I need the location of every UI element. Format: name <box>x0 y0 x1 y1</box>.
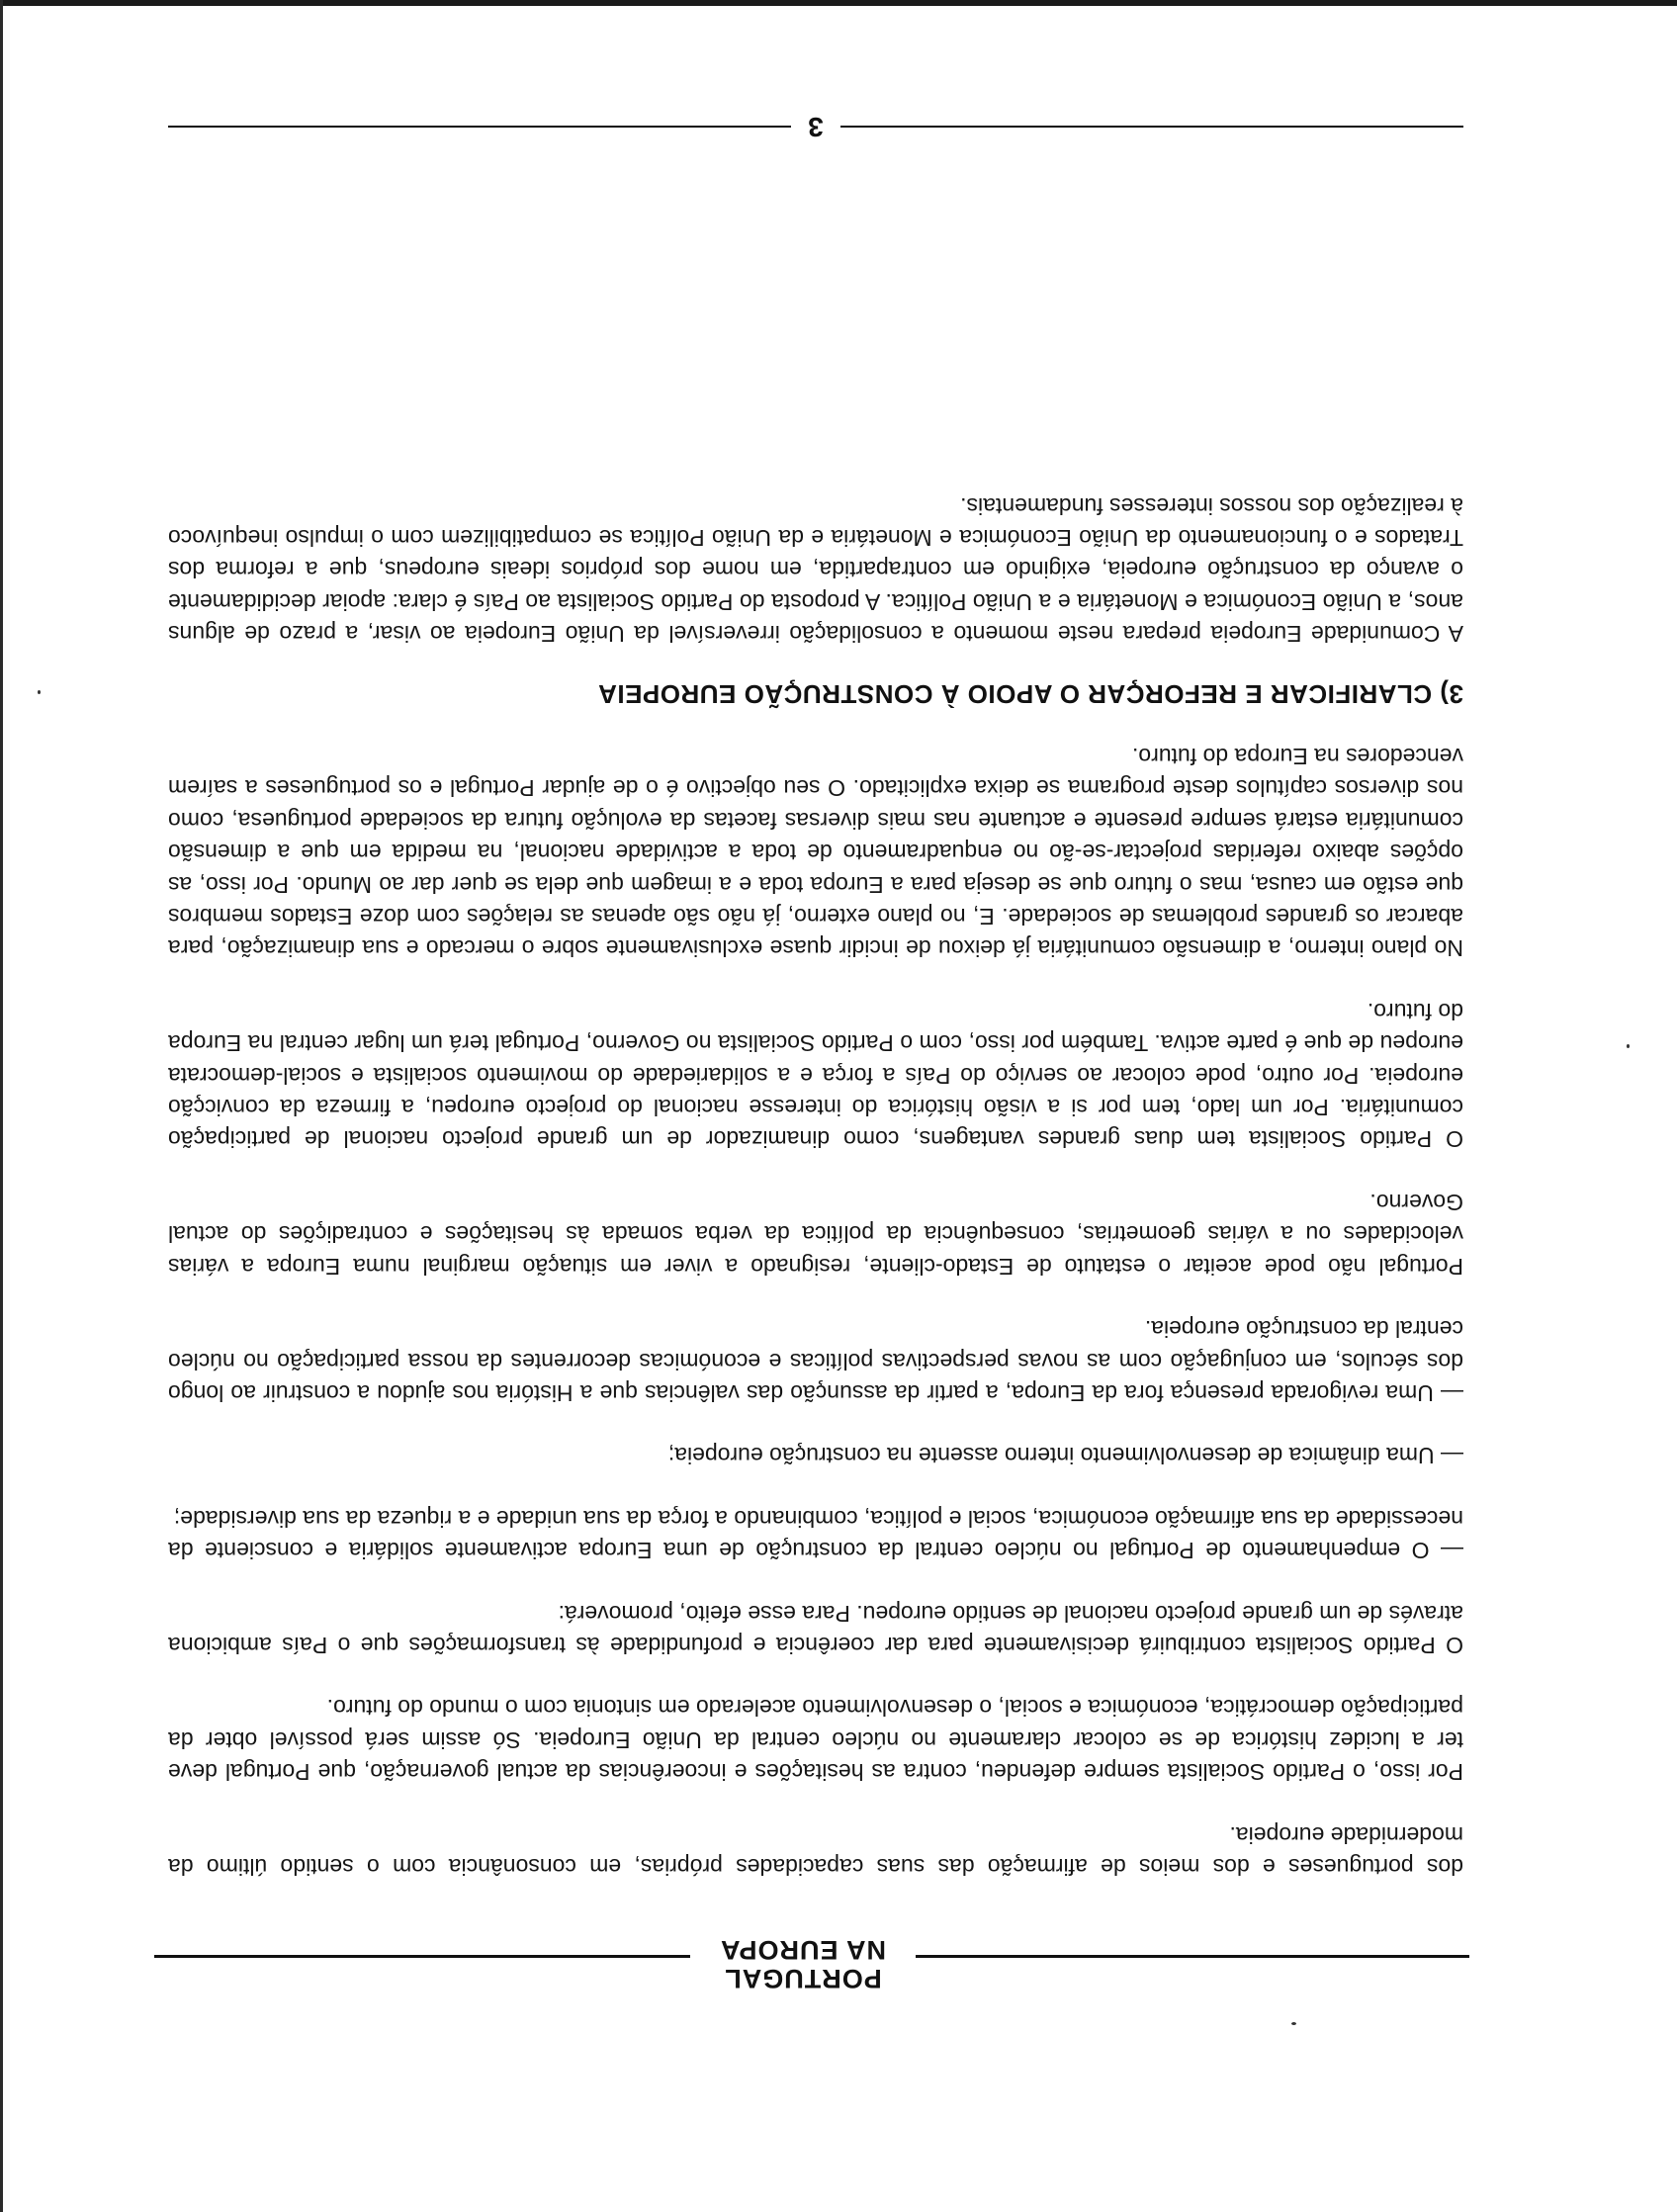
masthead-line-1: PORTUGAL <box>724 1964 882 1993</box>
scan-speck <box>1291 2022 1296 2025</box>
page-header <box>154 1923 1469 1992</box>
paragraph-4: — O empenhamento de Portugal no núcleo central da construção de uma Europa activamente solidária e consciente da necessidade da sua afirmação económica, social e política, combinando a força da sua unidade e a riqueza da sua diversidade; <box>168 1505 1463 1564</box>
footer-rule-right <box>168 126 791 128</box>
masthead-logo <box>698 1935 908 1992</box>
paragraph-3: O Partido Socialista contribuirá decisivamente para dar coerência e profundidade às transformações que o País ambiciona através de um grande projecto nacional de sentido europeu. Para esse efeito, promoverá: <box>168 1600 1463 1658</box>
paragraph-9: No plano interno, a dimensão comunitária já deixou de incidir quase exclusivamente sobre o mercado e sua dinamização, para abarcar os grandes problemas de sociedade. E, no plano externo, já não são apenas as relações com doze Estados membros que estão em causa, mas o futuro que se deseja para a Europa toda e a imagem que dela se quer dar ao Mundo. Por isso, as opções abaixo referidas projectar-se-ão no enquadramento de toda a actividade nacional, na medida em que a dimensão comunitária estará sempre presente e actuante nas mais diversas facetas da evolução futura da sociedade portuguesa, como nos diversos capítulos deste programa se deixa explicitado. O seu objectivo é o de ajudar Portugal e os portugueses a saírem vencedores na Europa do futuro. <box>168 744 1463 962</box>
page-number: 3 <box>808 112 824 142</box>
paragraph-5: — Uma dinâmica de desenvolvimento interno assente na construção europeia; <box>667 1443 1463 1469</box>
page-footer <box>168 107 1463 146</box>
footer-rule-left <box>840 126 1463 128</box>
paragraph-6: — Uma revigorada presença fora da Europa, a partir da assunção das valências que a História nos ajudou a construir ao longo dos séculos, em conjugação com as novas perspectivas políticas e económicas decorrentes da nossa participação no núcleo central da construção europeia. <box>168 1316 1463 1406</box>
paragraph-2: Por isso, o Partido Socialista sempre defendeu, contra as hesitações e incoerências da actual governação, que Portugal deve ter a lucidez histórica de se colocar claramente no núcleo central da União Europeia. Só assim será possível obter da participação democrática, económica e social, o desenvolvimento acelerado em sintonia com o mundo do futuro. <box>168 1695 1463 1786</box>
section-heading: 3) CLARIFICAR E REFORÇAR O APOIO À CONSTRUÇÃO EUROPEIA <box>597 678 1463 709</box>
scan-speck <box>38 690 41 694</box>
masthead-line-2: NA EUROPA <box>720 1935 887 1965</box>
paragraph-8: O Partido Socialista tem duas grandes vantagens, como dinamizador de um grande projecto nacional de participação comunitária. Por um lado, tem por si a visão histórica do interesse nacional do projecto europeu, a firmeza da convicção europeia. Por outro, pode colocar ao serviço do País a força e a solidariedade do movimento socialista e social-democrata europeu de que é parte activa. Também por isso, com o Partido Socialista no Governo, Portugal terá um lugar central na Europa do futuro. <box>168 998 1463 1153</box>
header-rule-right <box>154 1955 690 1958</box>
body-text <box>168 459 1463 1883</box>
paragraph-10: A Comunidade Europeia prepara neste momento a consolidação irreversível da União Europeia ao visar, a prazo de alguns anos, a União Económica e Monetária e a União Política. A proposta do Partido Socialista ao País é clara: apoiar decididamente o avanço da construção europeia, exigindo em contrapartida, em nome dos próprios ideais europeus, que a reforma dos Tratados e o funcionamento da União Económica e Monetária e da União Política se compatibilizem com o impulso inequívoco à realização dos nossos interesses fundamentais. <box>168 492 1463 648</box>
paragraph-7: Portugal não pode aceitar o estatuto de Estado-cliente, resignado a viver em situação marginal numa Europa a várias velocidades ou a várias geometrias, consequência da política da verba somada às hesitações e contradições do actual Governo. <box>168 1189 1463 1280</box>
scan-speck <box>1627 1044 1630 1048</box>
paragraph-1: dos portugueses e dos meios de afirmação das suas capacidades próprias, em consonância com o sentido último da modernidade europeia. <box>168 1821 1463 1880</box>
header-rule-left <box>916 1955 1469 1958</box>
